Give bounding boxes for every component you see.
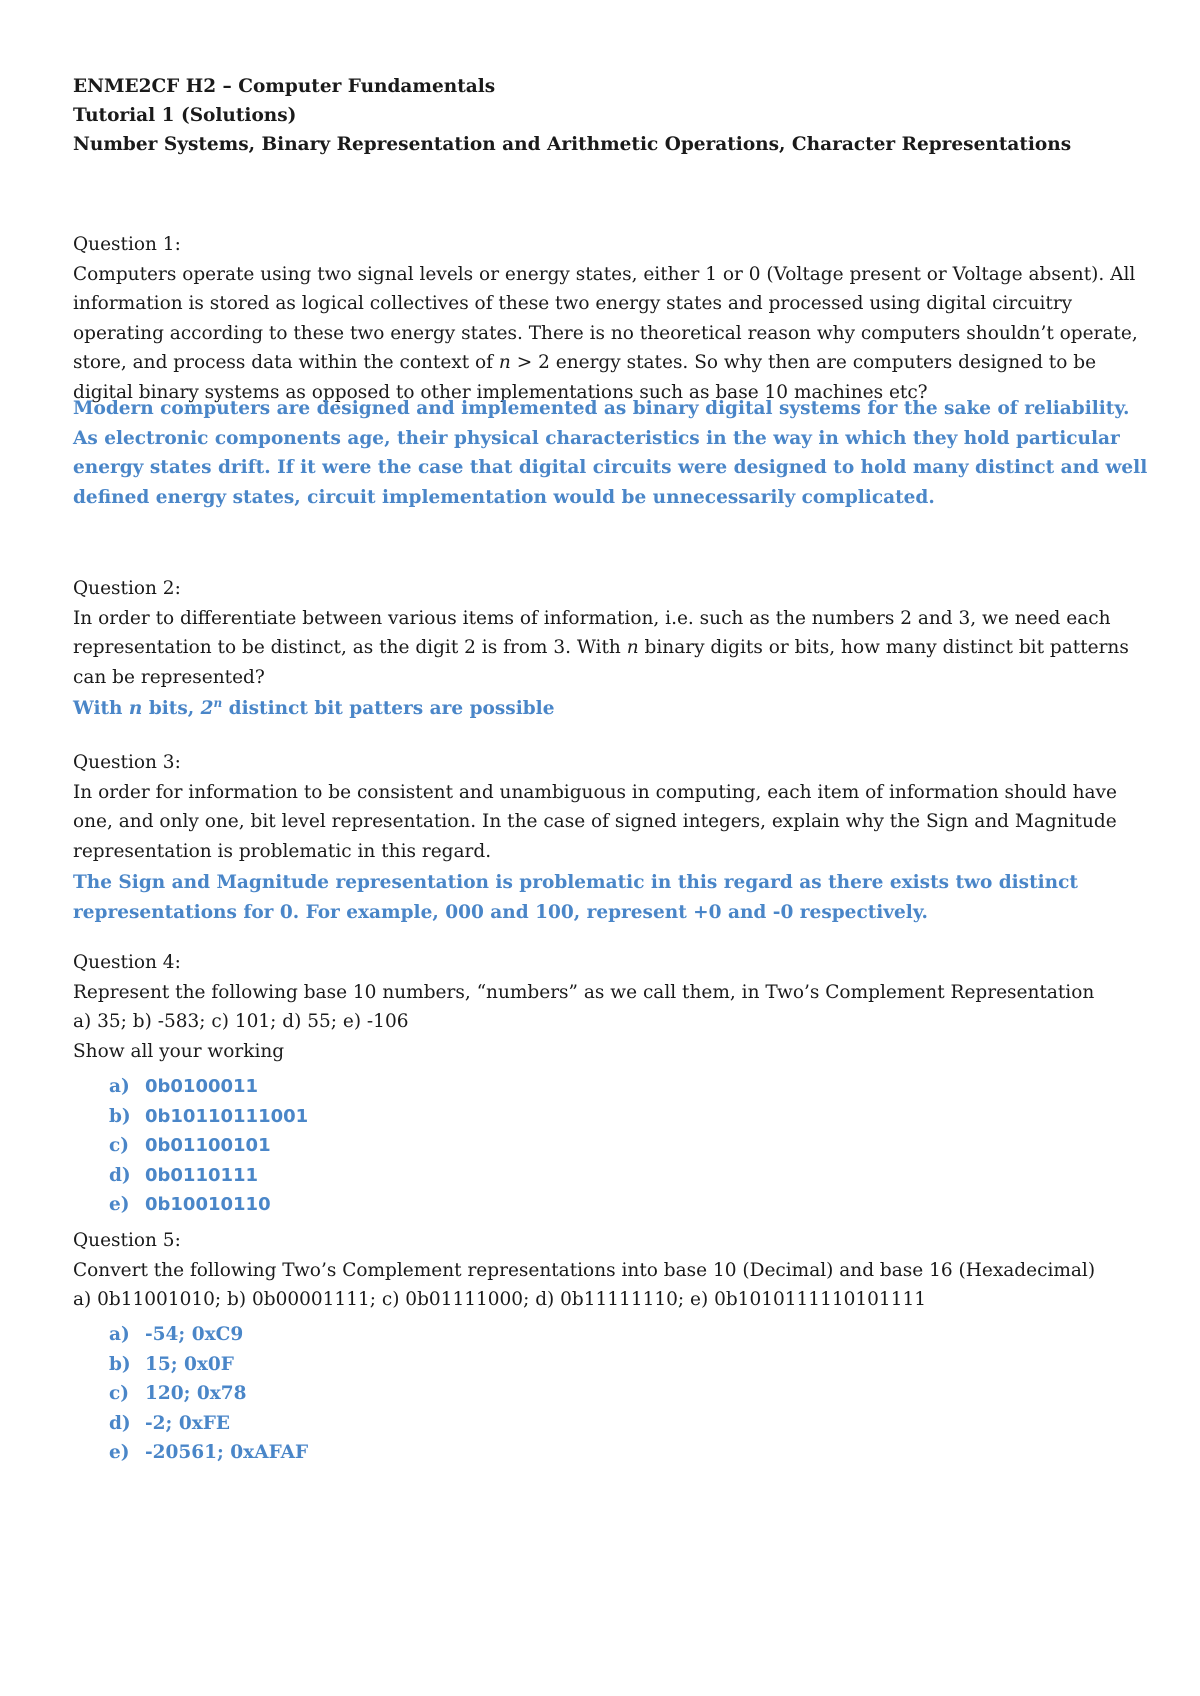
item-value: -54; 0xC9 xyxy=(145,1324,244,1345)
list-item xyxy=(109,1438,1189,1468)
question-2-text-part: In order to differentiate between various items of information, i.e. such as the numbers 2 and 3, we need each representation to be distinct, as the digit 2 is from 3. With xyxy=(73,607,1111,659)
answer-2 xyxy=(73,694,1153,724)
course-title: ENME2CF H2 – Computer Fundamentals xyxy=(73,76,496,97)
item-value: 0b0110111 xyxy=(145,1164,259,1186)
item-letter: a) xyxy=(109,1076,130,1097)
list-item xyxy=(109,1320,1189,1350)
question-5-items: a) 0b11001010; b) 0b00001111; c) 0b01111000; d) 0b11111110; e) 0b1010111110101111 xyxy=(73,1289,927,1311)
list-item xyxy=(109,1379,1189,1409)
question-4-text: Represent the following base 10 numbers, “numbers” as we call them, in Two’s Complement Representation xyxy=(73,981,1095,1003)
item-value: 0b0100011 xyxy=(145,1076,259,1097)
item-value: 0b01100101 xyxy=(145,1135,271,1157)
variable-n: n xyxy=(626,637,639,659)
document-header xyxy=(73,72,1153,159)
item-letter: e) xyxy=(109,1442,130,1464)
answer-1: Modern computers are designed and implemented as binary digital systems for the sake of reliability. As electronic components age, their physical characteristics in the way in which they hold particular energy states drift. If it were the case that digital circuits were designed to hold many distinct and well defined energy states, circuit implementation would be unnecessarily complicated. xyxy=(73,398,1148,508)
topics-title: Number Systems, Binary Representation and Arithmetic Operations, Character Representations xyxy=(73,134,1072,155)
answer-3: The Sign and Magnitude representation is problematic in this regard as there exists two distinct representations for 0. For example, 000 and 100, represent +0 and -0 respectively. xyxy=(73,872,1078,923)
question-4 xyxy=(73,948,1153,1066)
answer-5-list xyxy=(73,1320,1189,1468)
question-2-title: Question 2: xyxy=(73,578,181,599)
item-letter: c) xyxy=(109,1135,130,1157)
item-letter: c) xyxy=(109,1383,130,1405)
question-5-title: Question 5: xyxy=(73,1230,181,1251)
question-5 xyxy=(73,1226,1153,1315)
item-value: -2; 0xFE xyxy=(145,1412,230,1434)
item-letter: e) xyxy=(109,1194,130,1216)
question-4-title: Question 4: xyxy=(73,952,181,973)
document-page xyxy=(73,72,1153,1464)
question-1-text-part: energy states. So why then are computers designed to be digital binary systems as opposed to other implementations such as base 10 machines etc? xyxy=(73,352,1097,403)
item-letter: a) xyxy=(109,1324,130,1345)
item-value: 0b10010110 xyxy=(145,1194,271,1216)
item-letter: b) xyxy=(109,1105,131,1127)
variable-n: n xyxy=(128,698,143,719)
question-2-text xyxy=(73,604,1153,693)
item-letter: b) xyxy=(109,1353,131,1375)
question-4-items: a) 35; b) -583; c) 101; d) 55; e) -106 xyxy=(73,1011,409,1033)
question-1-title: Question 1: xyxy=(73,234,181,255)
answer-2-part: distinct bit patters are possible xyxy=(222,698,555,719)
greater-than-two: > 2 xyxy=(510,352,550,374)
variable-n: n xyxy=(498,352,511,374)
item-value: -20561; 0xAFAF xyxy=(145,1442,309,1464)
question-3-text: In order for information to be consistent and unambiguous in computing, each item of information should have one, and only one, bit level representation. In the case of signed integers, explain why the Sign and Magnitude representation is problematic in this regard. xyxy=(73,781,1117,862)
item-value: 15; 0x0F xyxy=(145,1353,234,1375)
question-3-title: Question 3: xyxy=(73,752,181,773)
answer-2-part: With xyxy=(73,698,129,719)
question-1 xyxy=(73,230,1153,408)
power-base: 2 xyxy=(200,698,214,719)
list-item xyxy=(109,1190,1189,1220)
question-4-instruction: Show all your working xyxy=(73,1040,285,1062)
item-value: 0b10110111001 xyxy=(145,1105,309,1127)
list-item xyxy=(109,1350,1189,1380)
item-letter: d) xyxy=(109,1164,131,1186)
question-5-text: Convert the following Two’s Complement representations into base 10 (Decimal) and base 16 (Hexadecimal) xyxy=(73,1259,1096,1281)
question-2 xyxy=(73,574,1153,692)
question-2-text-part: binary digits or bits, how many distinct bit patterns can be represented? xyxy=(73,637,1129,688)
list-item xyxy=(109,1072,1189,1102)
answer-4-list xyxy=(73,1072,1189,1220)
list-item xyxy=(109,1131,1189,1161)
answer-2-part: bits, xyxy=(142,698,201,719)
list-item xyxy=(109,1409,1189,1439)
power-exponent: n xyxy=(213,695,223,710)
list-item xyxy=(109,1161,1189,1191)
question-3 xyxy=(73,748,1153,866)
item-value: 120; 0x78 xyxy=(145,1383,247,1405)
question-1-text-part: Computers operate using two signal levels or energy states, either 1 or 0 (Voltage present or Voltage absent). All information is stored as logical collectives of these two energy states and processed using digital circuitry operating according to these two energy states. There is no theoretical reason why computers shouldn’t operate, store, and process data within the context of xyxy=(73,263,1138,374)
list-item xyxy=(109,1102,1189,1132)
item-letter: d) xyxy=(109,1412,131,1434)
tutorial-title: Tutorial 1 (Solutions) xyxy=(73,105,297,126)
question-1-text xyxy=(73,260,1153,408)
